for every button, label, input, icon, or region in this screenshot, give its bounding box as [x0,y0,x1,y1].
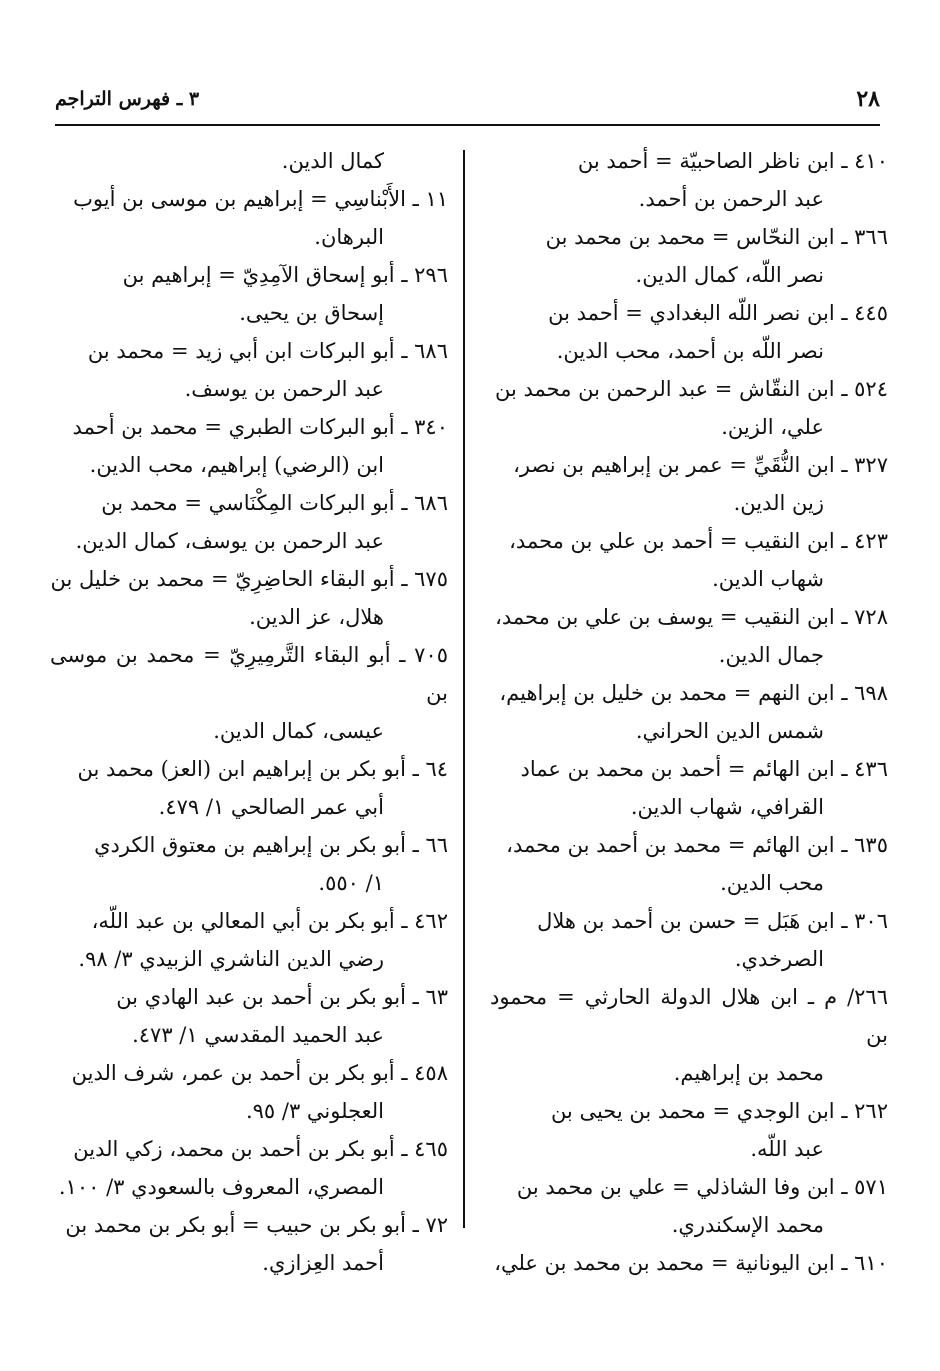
index-entry [490,598,888,674]
entry-continuation-line: هلال، عز الدين. [249,605,384,629]
index-entry [50,180,448,256]
page-number: ٢٨ [856,86,880,112]
entry-continuation-line: زين الدين. [733,491,824,515]
section-title: ٣ ـ فهرس التراجم [55,88,200,110]
page-header [55,86,880,120]
entry-heading-line: ٦٣٥ ـ ابن الهائم = محمد بن أحمد بن محمد، [506,833,888,857]
index-entry [50,560,448,636]
entry-heading-line: ٦٩٨ ـ ابن النهم = محمد بن خليل بن إبراهيم، [499,681,888,705]
entry-heading-line: ٦٦ ـ أبو بكر بن إبراهيم بن معتوق الكردي [94,833,448,857]
entry-heading-line: ٢٦٦/ م ـ ابن هلال الدولة الحارثي = محمود بن [490,985,888,1047]
entry-continuation-line: كمال الدين. [281,149,384,173]
entry-heading-line: ٤٤٥ ـ ابن نصر اللّه البغدادي = أحمد بن [548,301,888,325]
index-entry [50,484,448,560]
entry-continuation-line: محب الدين. [720,871,824,895]
entry-heading-line: ٥٧١ ـ ابن وفا الشاذلي = علي بن محمد بن [516,1175,888,1199]
entry-continuation-line: عبد اللّه. [750,1137,824,1161]
index-entry [50,1054,448,1130]
entry-heading-line: ٦١٠ ـ ابن اليونانية = محمد بن محمد بن علي، [494,1251,888,1275]
index-entry [490,218,888,294]
index-entry [490,978,888,1092]
index-entry [490,446,888,522]
index-entry [50,408,448,484]
entry-continuation-line: شهاب الدين. [712,567,824,591]
entry-continuation-line: محمد الإسكندري. [671,1213,824,1237]
entry-continuation-line: عبد الرحمن بن يوسف، كمال الدين. [75,529,384,553]
left-column [50,142,448,1282]
index-entry [490,674,888,750]
index-entry [490,902,888,978]
entry-heading-line: ٣٦٦ ـ ابن النحّاس = محمد بن محمد بن [545,225,888,249]
index-entry [50,750,448,826]
entry-heading-line: ٦٧٥ ـ أبو البقاء الحاضِرِيّ = محمد بن خليل بن [50,567,448,591]
entry-heading-line: ٤١٠ ـ ابن ناظر الصاحبيّة = أحمد بن [577,149,888,173]
index-entry [50,332,448,408]
index-entry [490,142,888,218]
entry-continuation-line: العجلوني ٣/ ٩٥. [245,1099,384,1123]
index-entry [50,636,448,750]
entry-continuation-line: المصري، المعروف بالسعودي ٣/ ١٠٠. [58,1175,384,1199]
entry-heading-line: ٦٣ ـ أبو بكر بن أحمد بن عبد الهادي بن [116,985,448,1009]
index-entry [490,826,888,902]
entry-continuation-line: رضي الدين الناشري الزبيدي ٣/ ٩٨. [78,947,384,971]
entry-heading-line: ٧٢ ـ أبو بكر بن حبيب = أبو بكر بن محمد بن [65,1213,448,1237]
entry-heading-line: ٦٤ ـ أبو بكر بن إبراهيم ابن (العز) محمد بن [77,757,448,781]
entry-heading-line: ٣٤٠ ـ أبو البركات الطبري = محمد بن أحمد [72,415,448,439]
entry-heading-line: ٦٨٦ ـ أبو البركات المِكْنَاسي = محمد بن [101,491,448,515]
index-entry [50,142,448,180]
entry-continuation-line: نصر اللّه بن أحمد، محب الدين. [556,339,824,363]
entry-heading-line: ٤٥٨ ـ أبو بكر بن أحمد بن عمر، شرف الدين [71,1061,448,1085]
entry-heading-line: ٣٢٧ ـ ابن النُّقَيِّ = عمر بن إبراهيم بن نصر، [513,453,888,477]
index-entry [490,1244,888,1282]
column-divider [463,150,465,1228]
header-rule [55,124,880,126]
entry-heading-line: ٧٠٥ ـ أبو البقاء التَّرمِيرِيّ = محمد بن موسى بن [50,643,448,705]
entry-continuation-line: ابن (الرضي) إبراهيم، محب الدين. [89,453,384,477]
entry-heading-line: ٦٨٦ ـ أبو البركات ابن أبي زيد = محمد بن [87,339,448,363]
entry-heading-line: ٤٦٥ ـ أبو بكر بن أحمد بن محمد، زكي الدين [73,1137,448,1161]
entry-heading-line: ٢٦٢ ـ ابن الوجدي = محمد بن يحيى بن [550,1099,888,1123]
entry-continuation-line: نصر اللّه، كمال الدين. [635,263,824,287]
index-entry [50,256,448,332]
index-entry [490,1092,888,1168]
index-entry [490,1168,888,1244]
right-column [490,142,888,1282]
entry-continuation-line: عبد الرحمن بن أحمد. [638,187,824,211]
entry-heading-line: ٧٢٨ ـ ابن النقيب = يوسف بن علي بن محمد، [495,605,888,629]
index-entry [490,294,888,370]
entry-continuation-line: علي، الزين. [721,415,824,439]
entry-continuation-line: ١/ ٥٥٠. [318,871,384,895]
entry-continuation-line: جمال الدين. [718,643,824,667]
entry-continuation-line: شمس الدين الحراني. [635,719,824,743]
entry-continuation-line: عبد الحميد المقدسي ١/ ٤٧٣. [132,1023,384,1047]
entry-heading-line: ١١ ـ الأَبْناسِي = إبراهيم بن موسى بن أيوب [73,187,448,211]
entry-continuation-line: البرهان. [314,225,384,249]
index-entry [490,750,888,826]
entry-continuation-line: عيسى، كمال الدين. [213,719,384,743]
entry-heading-line: ٤٦٢ ـ أبو بكر بن أبي المعالي بن عبد اللّه، [91,909,448,933]
index-entry [50,978,448,1054]
entry-heading-line: ٥٢٤ ـ ابن النقّاش = عبد الرحمن بن محمد بن [494,377,888,401]
entry-continuation-line: أبي عمر الصالحي ١/ ٤٧٩. [158,795,384,819]
index-entry [50,1130,448,1206]
index-entry [50,826,448,902]
entry-continuation-line: الصرخدي. [734,947,824,971]
entry-continuation-line: محمد بن إبراهيم. [673,1061,824,1085]
entry-heading-line: ٣٠٦ ـ ابن هَبَل = حسن بن أحمد بن هلال [537,909,888,933]
entry-heading-line: ٤٢٣ ـ ابن النقيب = أحمد بن علي بن محمد، [509,529,888,553]
entry-heading-line: ٤٣٦ ـ ابن الهائم = أحمد بن محمد بن عماد [520,757,888,781]
entry-continuation-line: إسحاق بن يحيى. [239,301,384,325]
entry-heading-line: ٢٩٦ ـ أبو إسحاق الآمِدِيّ = إبراهيم بن [122,263,448,287]
index-entry [50,1206,448,1282]
entry-continuation-line: عبد الرحمن بن يوسف. [184,377,384,401]
index-entry [490,522,888,598]
index-entry [490,370,888,446]
entry-continuation-line: أحمد العِزازي. [262,1251,384,1275]
entry-continuation-line: القرافي، شهاب الدين. [630,795,824,819]
index-entry [50,902,448,978]
